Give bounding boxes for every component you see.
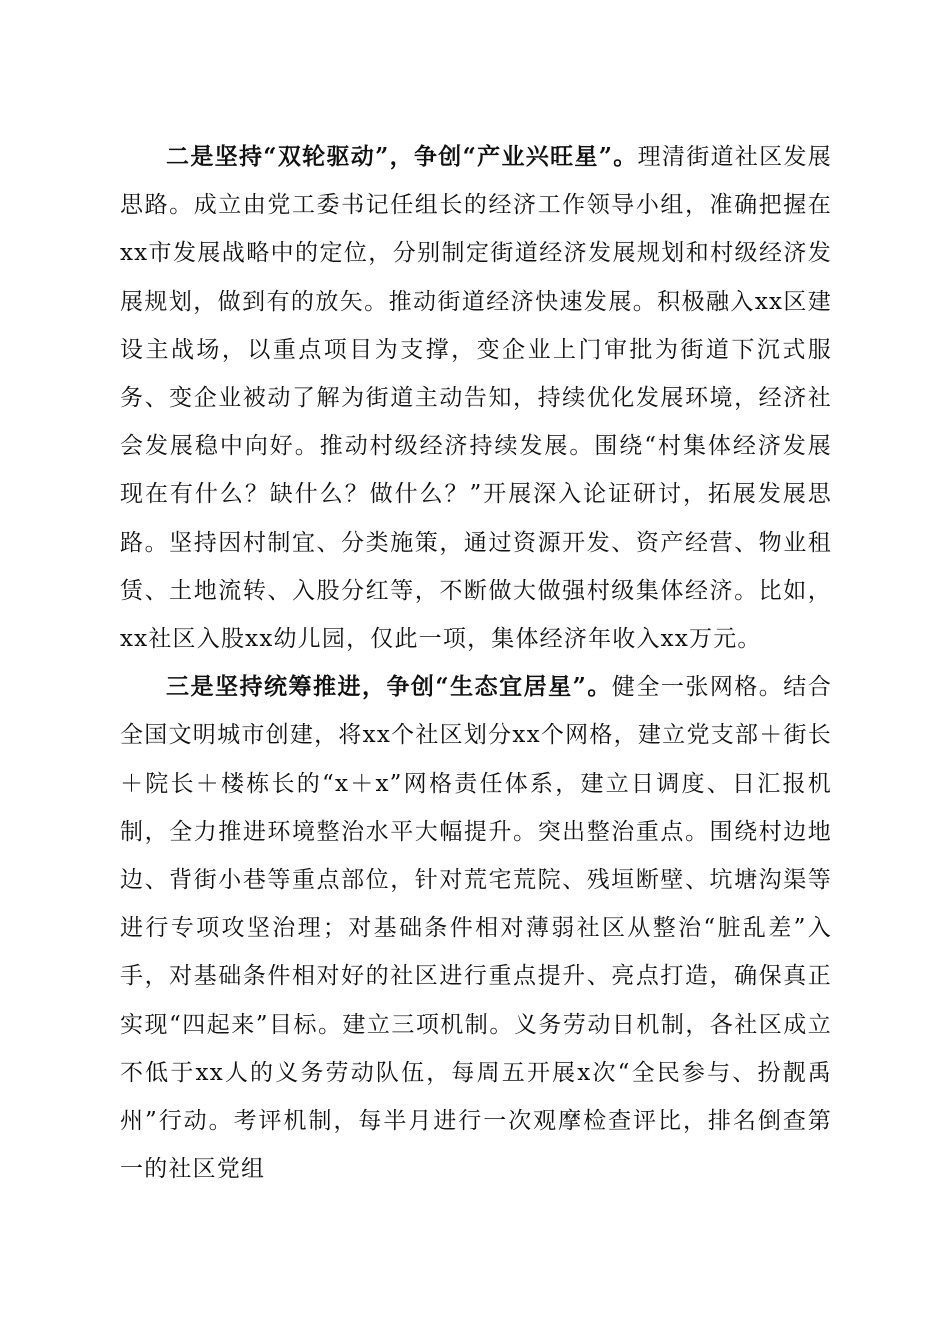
paragraph-lead: 二是坚持“双轮驱动”，争创“产业兴旺星”。 <box>166 143 638 170</box>
document-body <box>120 133 832 1193</box>
paragraph-body: 理清街道社区发展思路。成立由党工委书记任组长的经济工作领导小组，准确把握在xx市发展战略中的定位，分别制定街道经济发展规划和村级经济发展规划，做到有的放矢。推动街道经济快速发展。积极融入xx区建设主战场，以重点项目为支撑，变企业上门审批为街道下沉式服务、变企业被动了解为街道主动告知，持续优化发展环境，经济社会发展稳中向好。推动村级经济持续发展。围绕“村集体经济发展现在有什么？缺什么？做什么？”开展深入论证研讨，拓展发展思路。坚持因村制宜、分类施策，通过资源开发、资产经营、物业租赁、土地流转、入股分红等，不断做大做强村级集体经济。比如，xx社区入股xx幼儿园，仅此一项，集体经济年收入xx万元。 <box>120 144 832 653</box>
paragraph-industry <box>120 133 832 663</box>
paragraph-lead: 三是坚持统筹推进，争创“生态宜居星”。 <box>166 673 612 701</box>
paragraph-ecology <box>120 663 832 1193</box>
paragraph-body: 健全一张网格。结合全国文明城市创建，将xx个社区划分xx个网格，建立党支部＋街长＋院长＋楼栋长的“x＋x”网格责任体系，建立日调度、日汇报机制，全力推进环境整治水平大幅提升。突出整治重点。围绕村边地边、背街小巷等重点部位，针对荒宅荒院、残垣断壁、坑塘沟渠等进行专项攻坚治理；对基础条件相对薄弱社区从整治“脏乱差”入手，对基础条件相对好的社区进行重点提升、亮点打造，确保真正实现“四起来”目标。建立三项机制。义务劳动日机制，各社区成立不低于xx人的义务劳动队伍，每周五开展x次“全民参与、扮靓禹州”行动。考评机制，每半月进行一次观摩检查评比，排名倒查第一的社区党组 <box>120 674 832 1183</box>
